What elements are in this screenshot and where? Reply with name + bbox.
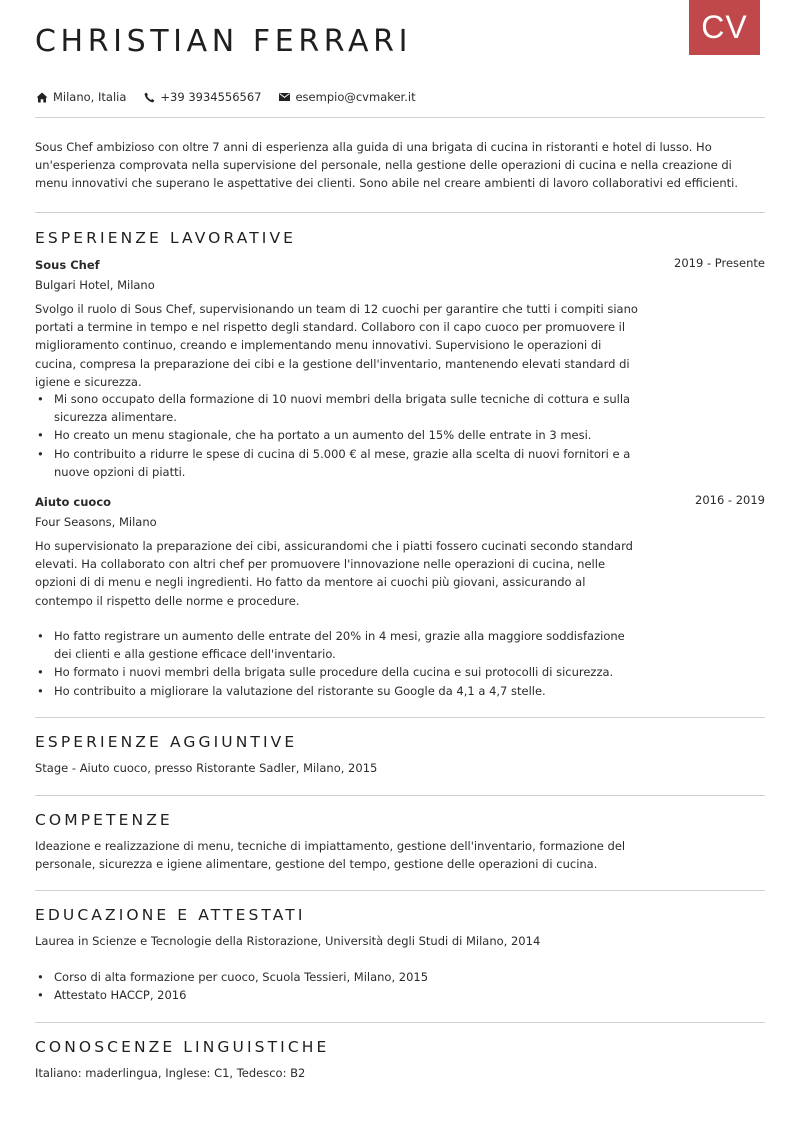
- divider: [35, 212, 765, 213]
- job-achievements: [35, 390, 645, 481]
- list-item: • Attestato HACCP, 2016: [35, 986, 645, 1004]
- list-item: • Mi sono occupato della formazione di 10 nuovi membri della brigata sulle tecniche di cottura e sulla sicurezza alimentare.: [37, 392, 631, 425]
- section-title-additional: ESPERIENZE AGGIUNTIVE: [35, 733, 298, 751]
- list-item: • Ho contribuito a migliorare la valutazione del ristorante su Google da 4,1 a 4,7 stelle.: [35, 682, 645, 700]
- bullet-icon: •: [37, 683, 44, 698]
- divider: [35, 1022, 765, 1023]
- divider: [35, 795, 765, 796]
- job-company: Four Seasons, Milano: [35, 515, 157, 529]
- bullet-icon: •: [37, 446, 44, 461]
- candidate-name: CHRISTIAN FERRARI: [35, 24, 413, 59]
- bullet-icon: •: [37, 970, 44, 984]
- bullet-icon: •: [37, 988, 44, 1003]
- skills-text: Ideazione e realizzazione di menu, tecniche di impiattamento, gestione dell'inventario, formazione del personale, sicurezza e igiene alimentare, gestione del tempo, gestione delle operazioni di cucina.: [35, 839, 626, 872]
- job-description: Svolgo il ruolo di Sous Chef, supervisionando un team di 12 cuochi per garantire che tutti i compiti siano portati a termine in tempo e nel rispetto degli standard. Collaboro con il capo cuoco per promuovere il miglioramento continuo, creando e implementando menu innovativi. Supervisiono le operazioni di cucina, compresa la preparazione dei cibi e la gestione dell'inventario, mantenendo elevati standard di igiene e sicurezza.: [35, 302, 638, 389]
- bullet-icon: •: [37, 392, 44, 406]
- section-title-experience: ESPERIENZE LAVORATIVE: [35, 229, 297, 247]
- job-achievements: [35, 627, 645, 700]
- job-description: Ho supervisionato la preparazione dei cibi, assicurandomi che i piatti fossero cucinati secondo standard elevati. Ha collaborato con altri chef per promuovere l'innovazione nelle operazioni di cucina, nelle opzioni di di menu e negli ingredienti. Ho fatto da mentore ai cuochi più giovani, assicurando al contempo il rispetto delle norme e procedure.: [35, 539, 633, 608]
- cv-badge: CV: [689, 0, 760, 55]
- list-item: • Ho fatto registrare un aumento delle entrate del 20% in 4 mesi, grazie alla maggiore soddisfazione dei clienti e alla gestione efficace dell'inventario.: [37, 629, 625, 662]
- contact-location: [36, 90, 126, 104]
- home-icon: [36, 92, 48, 103]
- job-company: Bulgari Hotel, Milano: [35, 278, 155, 292]
- job-role: Aiuto cuoco: [35, 495, 112, 509]
- divider: [35, 890, 765, 891]
- languages-text: Italiano: maderlingua, Inglese: C1, Tedesco: B2: [35, 1066, 306, 1080]
- education-degree: Laurea in Scienze e Tecnologie della Ristorazione, Università degli Studi di Milano, 2014: [35, 934, 541, 948]
- contact-email: [279, 90, 415, 104]
- education-list: [35, 968, 645, 1004]
- job-period: 2019 - Presente: [674, 256, 765, 270]
- list-item: • Ho creato un menu stagionale, che ha portato a un aumento del 15% delle entrate in 3 mesi.: [35, 426, 645, 444]
- job-period: 2016 - 2019: [695, 493, 765, 507]
- section-title-languages: CONOSCENZE LINGUISTICHE: [35, 1038, 330, 1056]
- list-item: • Ho formato i nuovi membri della brigata sulle procedure della cucina e sui protocolli di sicurezza.: [35, 663, 645, 681]
- section-title-skills: COMPETENZE: [35, 811, 173, 829]
- divider: [35, 717, 765, 718]
- bullet-icon: •: [37, 428, 44, 443]
- section-title-education: EDUCAZIONE E ATTESTATI: [35, 906, 306, 924]
- location-text: Milano, Italia: [53, 90, 127, 104]
- bullet-icon: •: [37, 665, 44, 680]
- bullet-icon: •: [37, 629, 44, 643]
- contact-phone: [144, 90, 261, 104]
- phone-text: +39 3934556567: [160, 90, 262, 104]
- phone-icon: [144, 92, 155, 103]
- envelope-icon: [279, 93, 290, 101]
- list-item: • Corso di alta formazione per cuoco, Scuola Tessieri, Milano, 2015: [35, 968, 645, 986]
- additional-experience: Stage - Aiuto cuoco, presso Ristorante Sadler, Milano, 2015: [35, 761, 378, 775]
- job-role: Sous Chef: [35, 258, 100, 272]
- profile-summary: Sous Chef ambizioso con oltre 7 anni di esperienza alla guida di una brigata di cucina in ristoranti e hotel di lusso. Ho un'esperienza comprovata nella supervisione del personale, nella gestione delle operazioni di cucina e nella creazione di menu innovativi che superano le aspettative dei clienti. Sono abile nel creare ambienti di lavoro collaborativi ed efficienti.: [35, 140, 738, 191]
- list-item: • Ho contribuito a ridurre le spese di cucina di 5.000 € al mese, grazie alla scelta di nuovi fornitori e a nuove opzioni di piatti.: [37, 446, 631, 479]
- email-text[interactable]: esempio@cvmaker.it: [295, 90, 416, 104]
- divider: [35, 117, 765, 118]
- contact-bar: [36, 90, 434, 104]
